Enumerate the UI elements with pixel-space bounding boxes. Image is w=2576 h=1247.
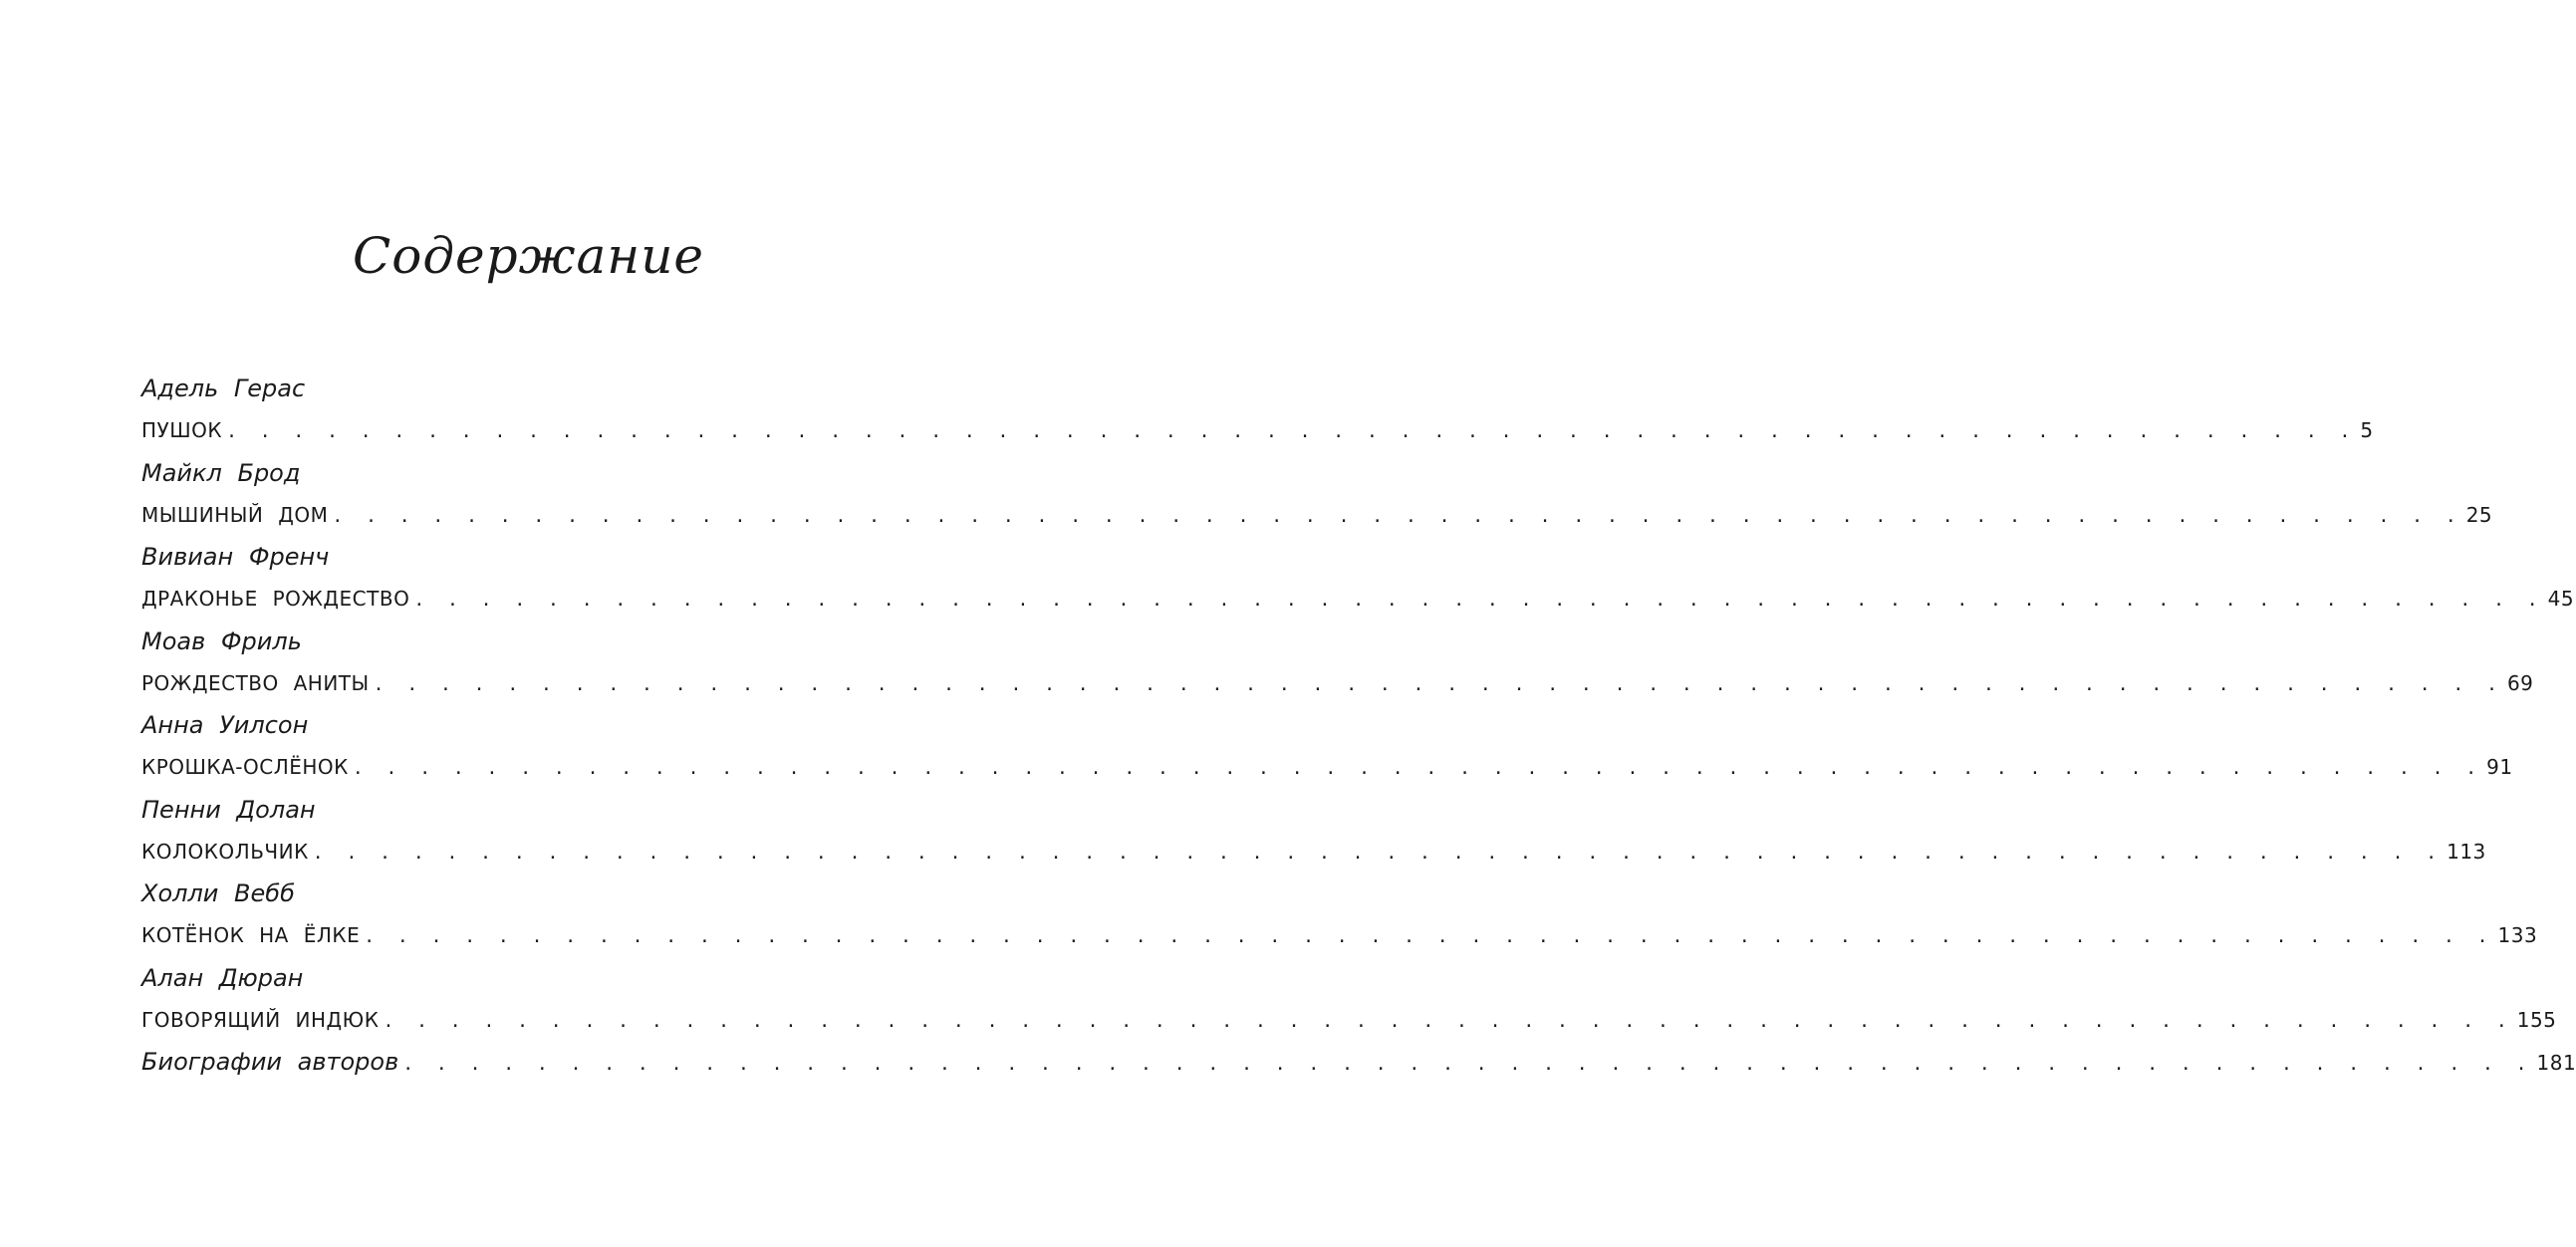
toc-entry[interactable] bbox=[141, 963, 2557, 1049]
author-name: Моав Фриль bbox=[141, 626, 302, 655]
story-title: ДРАКОНЬЕ РОЖДЕСТВО bbox=[141, 587, 410, 611]
author-name: Майкл Брод bbox=[141, 458, 301, 487]
author-name: Алан Дюран bbox=[141, 963, 304, 992]
story-line bbox=[141, 1007, 2557, 1032]
final-line bbox=[141, 1048, 2576, 1076]
dot-leader: . . . . . . . . . . . . . . . . . . . . . . . . . . . . . . . . . . . . . . . . . . . . . . . . . . . . . . . . . . . . . . . . bbox=[352, 758, 2483, 779]
toc-entry[interactable] bbox=[141, 795, 2486, 880]
toc-entry[interactable] bbox=[141, 458, 2493, 544]
author-name: Вивиан Френч bbox=[141, 543, 330, 571]
toc-entry[interactable] bbox=[141, 374, 2374, 459]
story-line bbox=[141, 502, 2493, 527]
story-title: РОЖДЕСТВО АНИТЫ bbox=[141, 670, 370, 695]
page-number: 45 bbox=[2547, 587, 2575, 611]
author-name: Холли Вебб bbox=[141, 879, 295, 907]
dot-leader: . . . . . . . . . . . . . . . . . . . . . . . . . . . . . . . . . . . . . . . . . . . . . . . . . . . . . . . . . . . . . . . . bbox=[413, 590, 2544, 611]
page-number: 113 bbox=[2447, 839, 2486, 864]
story-line bbox=[141, 923, 2538, 947]
table-of-contents bbox=[141, 374, 2576, 1132]
story-title: КОЛОКОЛЬЧИК bbox=[141, 839, 309, 864]
story-title: ГОВОРЯЩИЙ ИНДЮК bbox=[141, 1007, 380, 1032]
page-title: Содержание bbox=[352, 227, 704, 285]
story-line bbox=[141, 587, 2575, 611]
dot-leader: . . . . . . . . . . . . . . . . . . . . . . . . . . . . . . . . . . . . . . . . . . . . . . . . . . . . . . . . . . . . . . . . bbox=[373, 673, 2503, 695]
dot-leader: . . . . . . . . . . . . . . . . . . . . . . . . . . . . . . . . . . . . . . . . . . . . . . . . . . . . . . . . . . . . . . . . bbox=[226, 421, 2357, 442]
toc-entry[interactable] bbox=[141, 543, 2575, 627]
dot-leader: . . . . . . . . . . . . . . . . . . . . . . . . . . . . . . . . . . . . . . . . . . . . . . . . . . . . . . . . . . . . . . . . bbox=[364, 926, 2494, 947]
page-number: 91 bbox=[2486, 755, 2513, 779]
author-name: Адель Герас bbox=[141, 374, 306, 402]
story-title: ПУШОК bbox=[141, 418, 223, 442]
page-number: 5 bbox=[2360, 418, 2374, 442]
toc-entry[interactable] bbox=[141, 626, 2534, 712]
story-title: КОТЁНОК НА ЁЛКЕ bbox=[141, 923, 361, 947]
story-line bbox=[141, 755, 2513, 779]
story-title: КРОШКА-ОСЛЁНОК bbox=[141, 755, 349, 779]
story-title: МЫШИНЫЙ ДОМ bbox=[141, 502, 329, 527]
author-name: Пенни Долан bbox=[141, 795, 316, 824]
dot-leader: . . . . . . . . . . . . . . . . . . . . . . . . . . . . . . . . . . . . . . . . . . . . . . . . . . . . . . . . . . . . . . . . bbox=[383, 1010, 2513, 1032]
biographies-title: Биографии авторов bbox=[141, 1048, 399, 1076]
dot-leader: . . . . . . . . . . . . . . . . . . . . . . . . . . . . . . . . . . . . . . . . . . . . . . . . . . . . . . . . . . . . . . . . bbox=[312, 842, 2444, 864]
toc-entry[interactable] bbox=[141, 879, 2538, 964]
toc-entry-biographies[interactable] bbox=[141, 1048, 2576, 1132]
dot-leader: . . . . . . . . . . . . . . . . . . . . . . . . . . . . . . . . . . . . . . . . . . . . . . . . . . . . . . . . . . . . . . . . bbox=[332, 505, 2462, 527]
toc-entry[interactable] bbox=[141, 711, 2513, 796]
page-number: 155 bbox=[2516, 1007, 2557, 1032]
page-number: 133 bbox=[2497, 923, 2538, 947]
story-line bbox=[141, 839, 2486, 864]
page-number: 25 bbox=[2465, 502, 2493, 527]
story-line bbox=[141, 670, 2534, 695]
author-name: Анна Уилсон bbox=[141, 711, 309, 739]
page-number: 181 bbox=[2536, 1051, 2576, 1075]
page-number: 69 bbox=[2506, 670, 2534, 695]
story-line bbox=[141, 418, 2374, 442]
dot-leader: . . . . . . . . . . . . . . . . . . . . . . . . . . . . . . . . . . . . . . . . . . . . . . . . . . . . . . . . . . . . . . . . bbox=[402, 1054, 2533, 1075]
